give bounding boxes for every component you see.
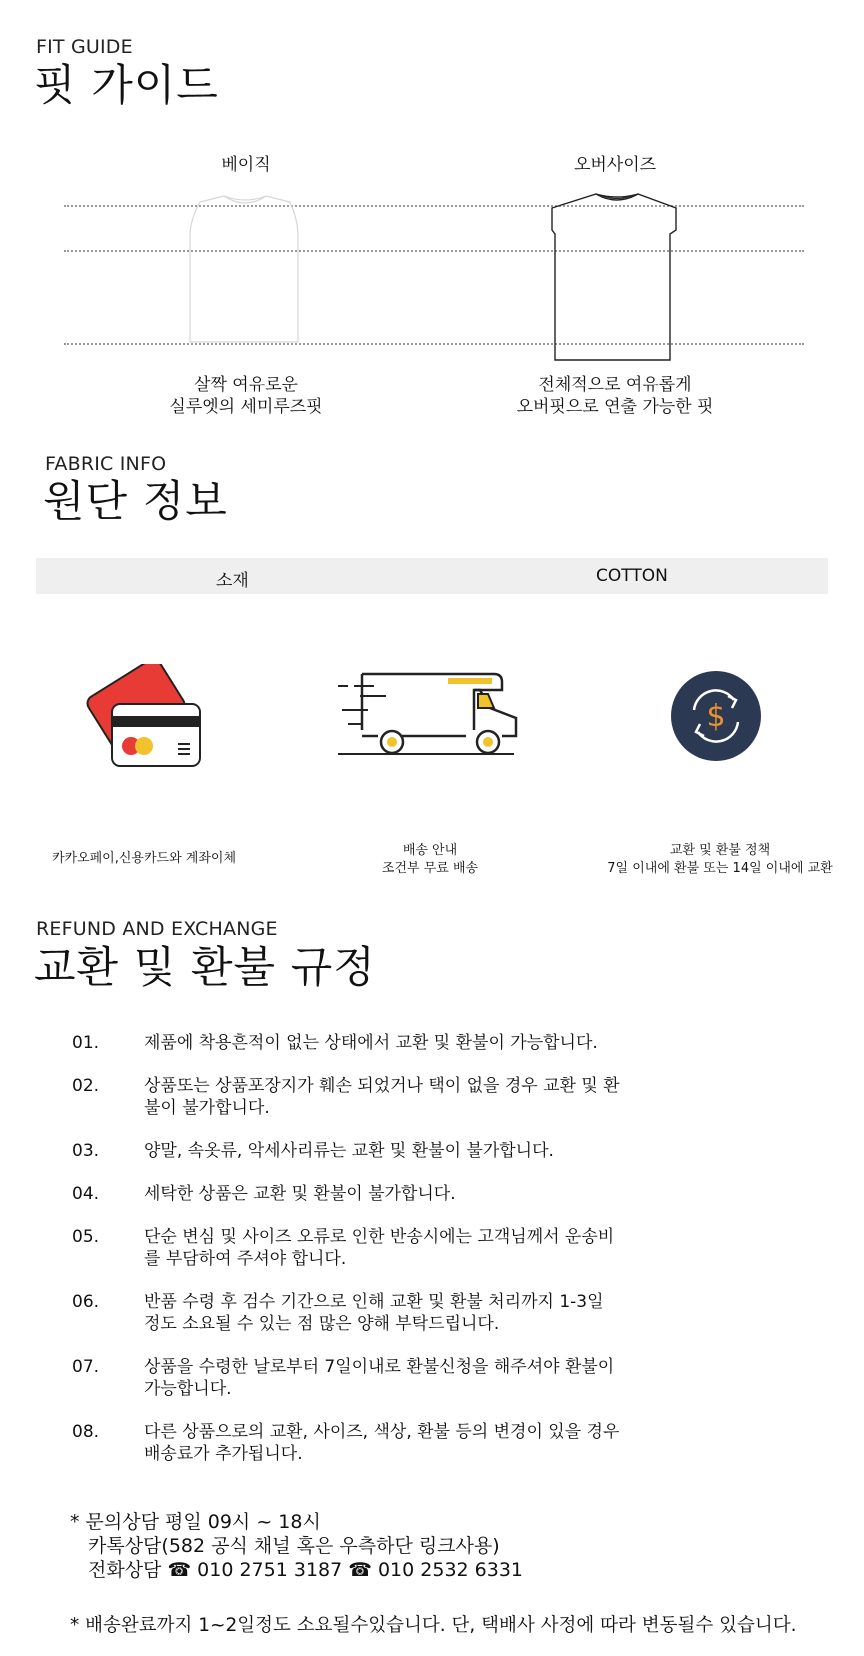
basic-fit-desc-2: 실루엣의 세미루즈핏 [169, 397, 323, 417]
refund-caption-title: 교환 및 환불 정책 [669, 843, 771, 858]
fit-guide-eyebrow: FIT GUIDE [36, 36, 133, 58]
delivery-caption-sub: 조건부 무료 배송 [381, 861, 479, 876]
oversize-fit-desc-1: 전체적으로 여유롭게 [538, 375, 692, 395]
refund-title: 교환 및 환불 규정 [34, 943, 376, 993]
oversize-fit-label: 오버사이즈 [573, 155, 657, 175]
refund-exchange-icon [670, 670, 762, 762]
fabric-info-title: 원단 정보 [43, 477, 228, 527]
rule-number: 06. [72, 1292, 100, 1312]
basic-fit-desc-1: 살짝 여유로운 [194, 375, 298, 395]
rule-text: 다른 상품으로의 교환, 사이즈, 색상, 환불 등의 변경이 있을 경우 배송료가 추가됩니다. [144, 1422, 620, 1464]
payment-caption: 카카오페이,신용카드와 계좌이체 [51, 851, 237, 866]
fabric-row [36, 558, 828, 594]
basic-fit-label: 베이직 [221, 155, 271, 175]
oversize-fit-desc-2: 오버핏으로 연출 가능한 핏 [516, 397, 714, 417]
fabric-value: COTTON [596, 566, 668, 586]
contact-phone: 전화상담 ☎ 010 2751 3187 ☎ 010 2532 6331 [88, 1559, 524, 1581]
rule-number: 01. [72, 1033, 100, 1053]
svg-text:$: $ [706, 699, 726, 734]
contact-kakao: 카톡상담(582 공식 채널 혹은 우측하단 링크사용) [88, 1535, 500, 1557]
fit-guide-line-top [64, 205, 804, 207]
rule-number: 04. [72, 1184, 100, 1204]
fit-guide-line-mid [64, 250, 804, 252]
fit-guide-title: 핏 가이드 [34, 61, 219, 111]
rule-number: 02. [72, 1076, 100, 1096]
basic-tshirt-icon [180, 190, 310, 346]
refund-eyebrow: REFUND AND EXCHANGE [36, 918, 278, 940]
fit-guide-line-bottom [64, 343, 804, 345]
fabric-label: 소재 [216, 571, 249, 591]
credit-card-icon [84, 664, 204, 770]
rule-number: 03. [72, 1141, 100, 1161]
oversize-tshirt-icon [550, 190, 680, 364]
rule-text: 상품또는 상품포장지가 훼손 되었거나 택이 없을 경우 교환 및 환불이 불가합니다. [144, 1076, 620, 1118]
rule-number: 08. [72, 1422, 100, 1442]
refund-caption-sub: 7일 이내에 환불 또는 14일 이내에 교환 [607, 861, 833, 876]
delivery-truck-icon [338, 670, 524, 758]
rule-text: 양말, 속옷류, 악세사리류는 교환 및 환불이 불가합니다. [144, 1141, 554, 1161]
rule-number: 07. [72, 1357, 100, 1377]
contact-hours: * 문의상담 평일 09시 ~ 18시 [70, 1511, 321, 1533]
fabric-info-eyebrow: FABRIC INFO [45, 453, 167, 475]
rule-text: 반품 수령 후 검수 기간으로 인해 교환 및 환불 처리까지 1-3일 정도 소요될 수 있는 점 많은 양해 부탁드립니다. [144, 1292, 604, 1334]
rule-number: 05. [72, 1227, 100, 1247]
delivery-caption-title: 배송 안내 [402, 843, 458, 858]
rule-text: 제품에 착용흔적이 없는 상태에서 교환 및 환불이 가능합니다. [144, 1033, 598, 1053]
rule-text: 상품을 수령한 날로부터 7일이내로 환불신청을 해주셔야 환불이 가능합니다. [144, 1357, 615, 1399]
rule-text: 세탁한 상품은 교환 및 환불이 불가합니다. [144, 1184, 456, 1204]
shipping-note: * 배송완료까지 1~2일정도 소요될수있습니다. 단, 택배사 사정에 따라 변동될수 있습니다. [70, 1615, 797, 1636]
rule-text: 단순 변심 및 사이즈 오류로 인한 반송시에는 고객님께서 운송비를 부담하여 주셔야 합니다. [144, 1227, 615, 1269]
